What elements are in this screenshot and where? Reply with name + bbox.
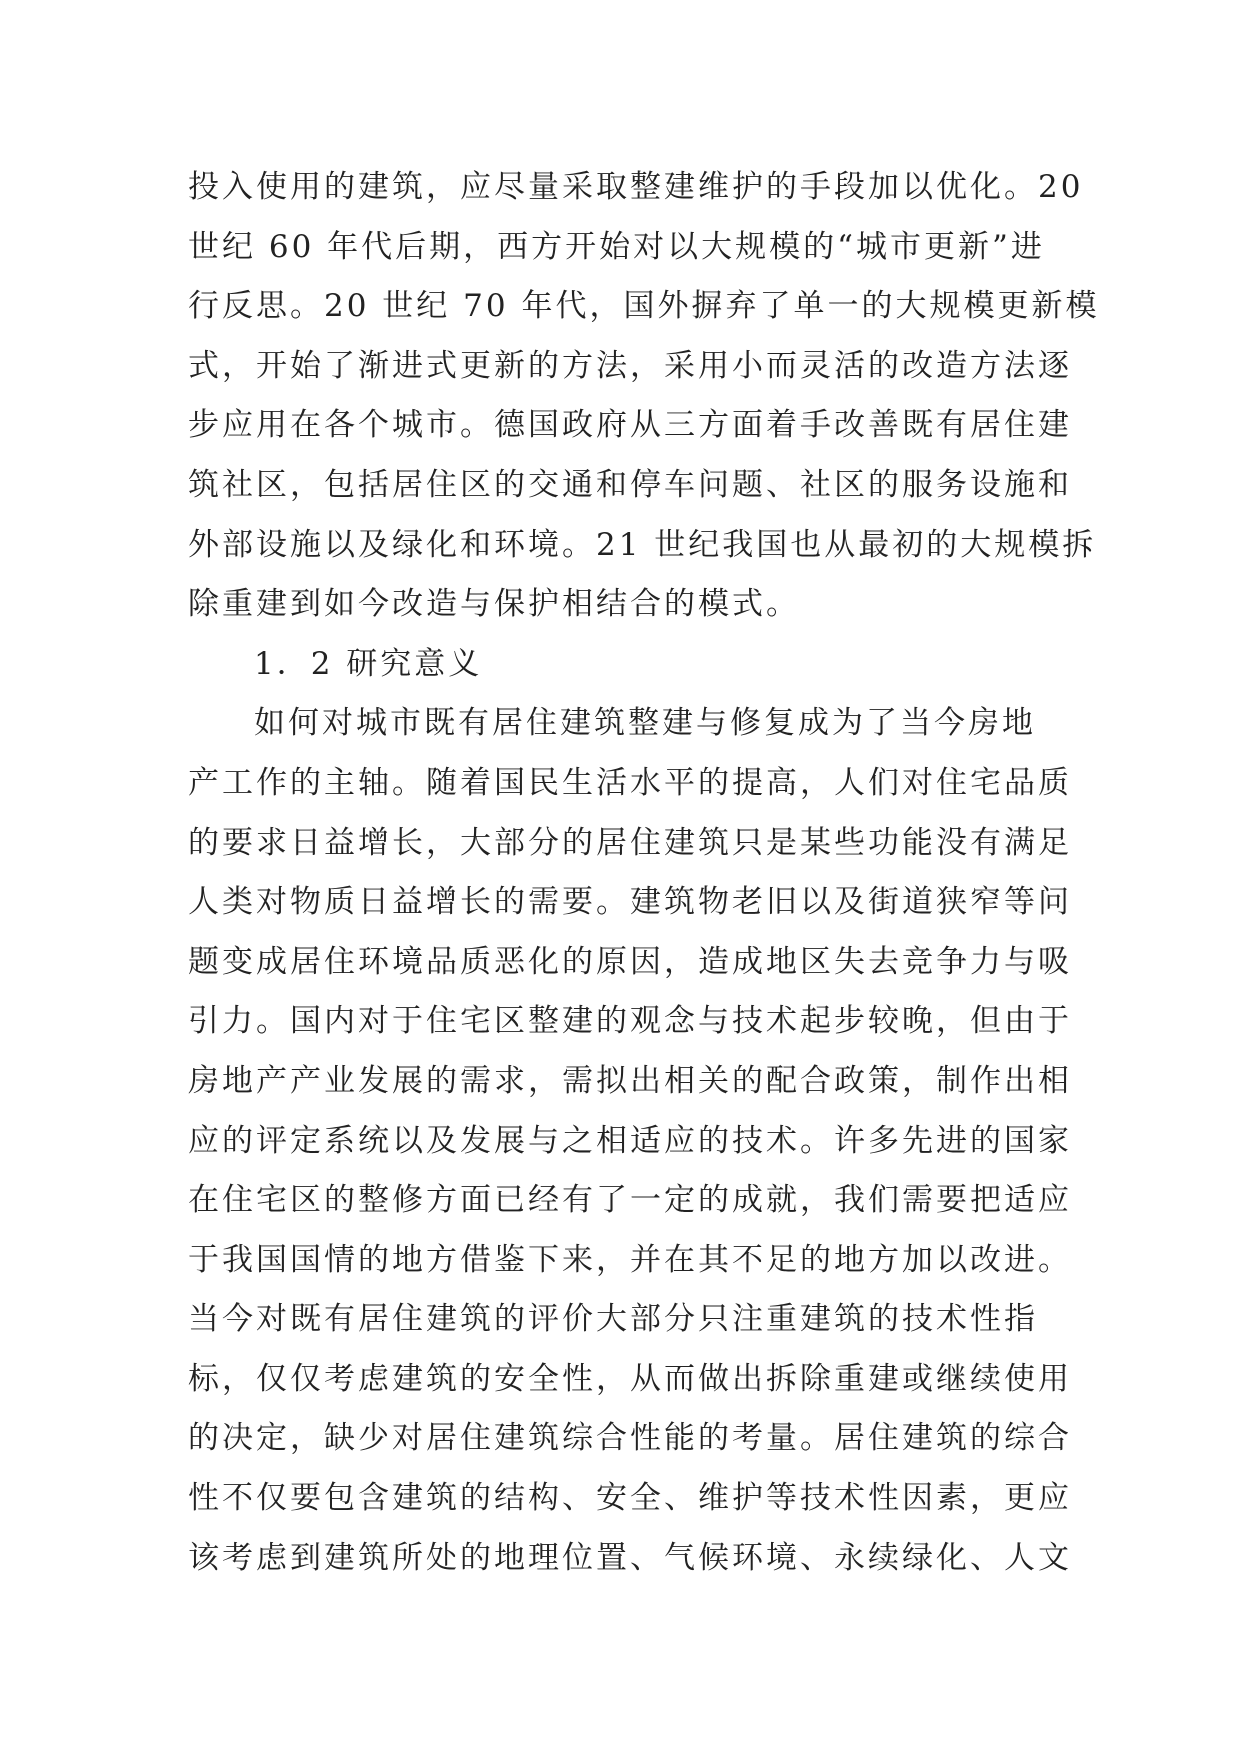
document-body	[188, 158, 1100, 1588]
paragraph-significance	[188, 694, 1072, 1588]
text-line: 当今对既有居住建筑的评价大部分只注重建筑的技术性指	[188, 1301, 1038, 1338]
paragraph-background	[188, 158, 1100, 635]
text-line: 该考虑到建筑所处的地理位置、气候环境、永续绿化、人文	[188, 1539, 1072, 1576]
text-line: 人类对物质日益增长的需要。建筑物老旧以及街道狭窄等问	[188, 884, 1072, 921]
text-line: 应的评定系统以及发展与之相适应的技术。许多先进的国家	[188, 1122, 1072, 1159]
text-line: 标，仅仅考虑建筑的安全性，从而做出拆除重建或继续使用	[188, 1360, 1072, 1397]
text-line: 筑社区，包括居住区的交通和停车问题、社区的服务设施和	[188, 466, 1072, 503]
text-line: 在住宅区的整修方面已经有了一定的成就，我们需要把适应	[188, 1182, 1072, 1219]
text-line: 世纪 60 年代后期，西方开始对以大规模的“城市更新”进	[188, 228, 1045, 265]
section-heading: 1．2 研究意义	[254, 645, 483, 682]
text-line: 的要求日益增长，大部分的居住建筑只是某些功能没有满足	[188, 824, 1072, 861]
text-line: 除重建到如今改造与保护相结合的模式。	[188, 586, 800, 623]
text-line: 式，开始了渐进式更新的方法，采用小而灵活的改造方法逐	[188, 347, 1072, 384]
text-line: 引力。国内对于住宅区整建的观念与技术起步较晚，但由于	[188, 1003, 1072, 1040]
text-line: 性不仅要包含建筑的结构、安全、维护等技术性因素，更应	[188, 1480, 1072, 1517]
text-line: 外部设施以及绿化和环境。21 世纪我国也从最初的大规模拆	[188, 526, 1097, 563]
text-line: 投入使用的建筑，应尽量采取整建维护的手段加以优化。20	[188, 169, 1084, 205]
text-line: 房地产产业发展的需求，需拟出相关的配合政策，制作出相	[188, 1062, 1072, 1099]
text-line: 步应用在各个城市。德国政府从三方面着手改善既有居住建	[188, 407, 1072, 444]
text-line: 题变成居住环境品质恶化的原因，造成地区失去竞争力与吸	[188, 943, 1072, 980]
text-line: 的决定，缺少对居住建筑综合性能的考量。居住建筑的综合	[188, 1420, 1072, 1457]
text-line: 如何对城市既有居住建筑整建与修复成为了当今房地	[254, 705, 1036, 742]
text-line: 行反思。20 世纪 70 年代，国外摒弃了单一的大规模更新模	[188, 288, 1100, 325]
text-line: 于我国国情的地方借鉴下来，并在其不足的地方加以改进。	[188, 1241, 1072, 1278]
text-line: 产工作的主轴。随着国民生活水平的提高，人们对住宅品质	[188, 764, 1072, 801]
